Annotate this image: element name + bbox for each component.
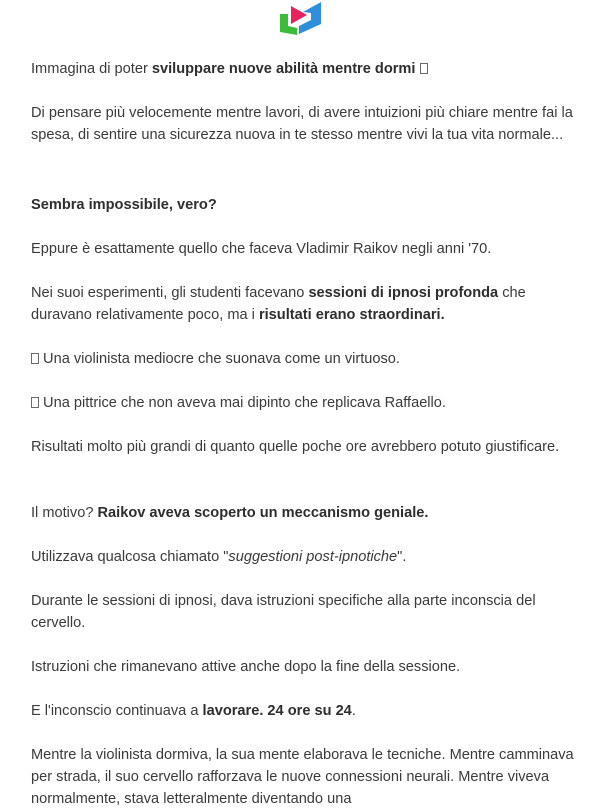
bold-text: lavorare. 24 ore su 24 xyxy=(202,703,352,719)
text: Il motivo? xyxy=(31,505,98,521)
text: Nei suoi esperimenti, gli studenti facevano xyxy=(31,285,309,301)
text: Immagina di poter xyxy=(31,61,152,77)
bold-text: Sembra impossibile, vero? xyxy=(31,197,217,213)
text: Mentre la violinista dormiva, la sua mente elaborava le tecniche. Mentre camminava per strada, il suo cervello rafforzava le nuove connessioni neurali. Mentre viveva normalmente, stava letteralmente diventando una xyxy=(31,747,574,807)
text: Una pittrice che non aveva mai dipinto che replicava Raffaello. xyxy=(39,395,446,411)
paragraph xyxy=(31,590,576,634)
brand-logo-icon xyxy=(277,0,323,36)
paragraph xyxy=(31,656,576,678)
paragraph xyxy=(31,102,576,146)
bold-text: sessioni di ipnosi profonda xyxy=(308,285,499,301)
paragraph xyxy=(31,502,576,524)
missing-emoji-icon xyxy=(31,397,39,408)
text: Eppure è esattamente quello che faceva Vladimir Raikov negli anni '70. xyxy=(31,241,492,257)
bold-text: sviluppare nuove abilità mentre dormi xyxy=(151,61,416,77)
text: che duravano relativamente poco, ma i xyxy=(31,285,526,323)
paragraph xyxy=(31,348,576,370)
paragraph xyxy=(31,436,576,458)
missing-emoji-icon xyxy=(420,63,428,74)
paragraph xyxy=(31,238,576,260)
header xyxy=(0,0,600,40)
bold-text: risultati erano straordinari. xyxy=(258,307,445,323)
paragraph xyxy=(31,58,576,80)
text: Una violinista mediocre che suonava come un virtuoso. xyxy=(39,351,400,367)
bold-text: Raikov aveva scoperto un meccanismo geniale. xyxy=(97,505,429,521)
text: Istruzioni che rimanevano attive anche dopo la fine della sessione. xyxy=(31,659,461,675)
text: ". xyxy=(397,549,407,565)
paragraph xyxy=(31,194,576,216)
paragraph xyxy=(31,392,576,414)
text: Risultati molto più grandi di quanto quelle poche ore avrebbero potuto giustificare. xyxy=(31,439,560,455)
paragraph xyxy=(31,282,576,326)
text: . xyxy=(351,703,356,719)
text: Di pensare più velocemente mentre lavori, di avere intuizioni più chiare mentre fai la spesa, di sentire una sicurezza nuova in te stesso mentre vivi la tua vita normale... xyxy=(31,105,573,143)
missing-emoji-icon xyxy=(31,353,39,364)
italic-text: suggestioni post-ipnotiche xyxy=(228,549,398,565)
paragraph xyxy=(31,744,576,810)
paragraph xyxy=(31,700,576,722)
text: Utilizzava qualcosa chiamato " xyxy=(31,549,229,565)
paragraph xyxy=(31,546,576,568)
text: E l'inconscio continuava a xyxy=(31,703,203,719)
text: Durante le sessioni di ipnosi, dava istruzioni specifiche alla parte inconscia del cervello. xyxy=(31,593,536,631)
